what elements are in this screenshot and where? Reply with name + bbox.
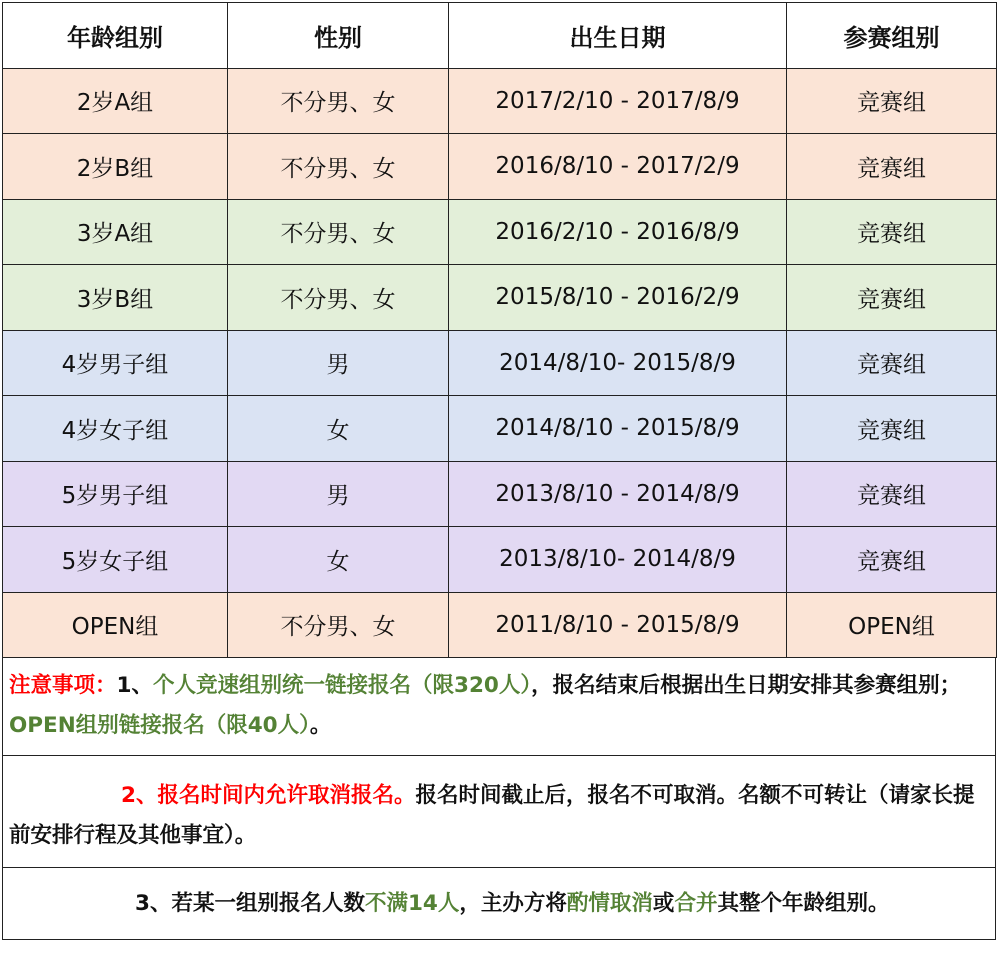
table-row [3, 68, 997, 134]
cell-gender: 不分男、女 [228, 199, 449, 265]
header-gender: 性别 [228, 3, 449, 69]
note-3-text-d: 其整个年龄组别。 [717, 891, 890, 916]
cell-gender: 不分男、女 [228, 134, 449, 200]
cell-dates: 2016/2/10 - 2016/8/9 [449, 199, 787, 265]
cell-group: 2岁A组 [3, 68, 228, 134]
cell-gender: 女 [228, 527, 449, 593]
cell-group: OPEN组 [3, 592, 228, 658]
table-row [3, 592, 997, 658]
header-age-group: 年龄组别 [3, 3, 228, 69]
cell-gender: 不分男、女 [228, 68, 449, 134]
note-3-highlight-cancel: 酌情取消 [566, 891, 653, 916]
cell-gender: 男 [228, 330, 449, 396]
cell-group: 4岁女子组 [3, 396, 228, 462]
note-1-highlight-open: OPEN组别链接报名（限40人） [9, 713, 310, 738]
cell-category: 竞赛组 [787, 199, 997, 265]
cell-dates: 2013/8/10 - 2014/8/9 [449, 461, 787, 527]
table-row [3, 330, 997, 396]
note-2-highlight: 2、报名时间内允许取消报名。 [121, 783, 416, 808]
cell-category: 竞赛组 [787, 396, 997, 462]
registration-sheet [2, 2, 996, 950]
cell-group: 2岁B组 [3, 134, 228, 200]
cell-gender: 女 [228, 396, 449, 462]
cell-group: 4岁男子组 [3, 330, 228, 396]
note-1-highlight-individual: 个人竞速组别统一链接报名（限320人） [152, 673, 532, 698]
cell-category: OPEN组 [787, 592, 997, 658]
note-3-text-a: 3、若某一组别报名人数 [135, 891, 365, 916]
cell-dates: 2016/8/10 - 2017/2/9 [449, 134, 787, 200]
age-group-table [2, 2, 997, 658]
header-category: 参赛组别 [787, 3, 997, 69]
cell-group: 3岁B组 [3, 265, 228, 331]
table-row [3, 527, 997, 593]
note-1 [2, 658, 996, 756]
cell-group: 3岁A组 [3, 199, 228, 265]
cell-gender: 不分男、女 [228, 265, 449, 331]
note-3-text-b: ，主办方将 [459, 891, 567, 916]
cell-category: 竞赛组 [787, 527, 997, 593]
note-3 [2, 868, 996, 940]
notes-section [2, 658, 996, 940]
cell-group: 5岁女子组 [3, 527, 228, 593]
note-1-prefix: 1、 [116, 673, 153, 698]
cell-dates: 2015/8/10 - 2016/2/9 [449, 265, 787, 331]
cell-dates: 2014/8/10- 2015/8/9 [449, 330, 787, 396]
cell-dates: 2013/8/10- 2014/8/9 [449, 527, 787, 593]
cell-category: 竞赛组 [787, 134, 997, 200]
notes-label: 注意事项： [9, 673, 117, 698]
cell-group: 5岁男子组 [3, 461, 228, 527]
header-birth-date: 出生日期 [449, 3, 787, 69]
note-3-highlight-min: 不满14人 [364, 891, 460, 916]
cell-dates: 2011/8/10 - 2015/8/9 [449, 592, 787, 658]
table-row [3, 265, 997, 331]
table-header-row [3, 3, 997, 69]
note-3-highlight-merge: 合并 [674, 891, 718, 916]
cell-dates: 2014/8/10 - 2015/8/9 [449, 396, 787, 462]
cell-category: 竞赛组 [787, 265, 997, 331]
cell-gender: 男 [228, 461, 449, 527]
cell-gender: 不分男、女 [228, 592, 449, 658]
note-2-text: 报名时间截止后，报名不可取消。名额不可转让（请家长提前安排行程及其他事宜）。 [9, 783, 975, 848]
table-row [3, 134, 997, 200]
note-1-end: 。 [309, 713, 332, 738]
cell-category: 竞赛组 [787, 330, 997, 396]
cell-category: 竞赛组 [787, 461, 997, 527]
table-row [3, 199, 997, 265]
note-2 [2, 756, 996, 868]
cell-dates: 2017/2/10 - 2017/8/9 [449, 68, 787, 134]
note-1-text: ，报名结束后根据出生日期安排其参赛组别； [531, 673, 962, 698]
note-3-text-c: 或 [652, 891, 675, 916]
table-row [3, 396, 997, 462]
table-row [3, 461, 997, 527]
cell-category: 竞赛组 [787, 68, 997, 134]
